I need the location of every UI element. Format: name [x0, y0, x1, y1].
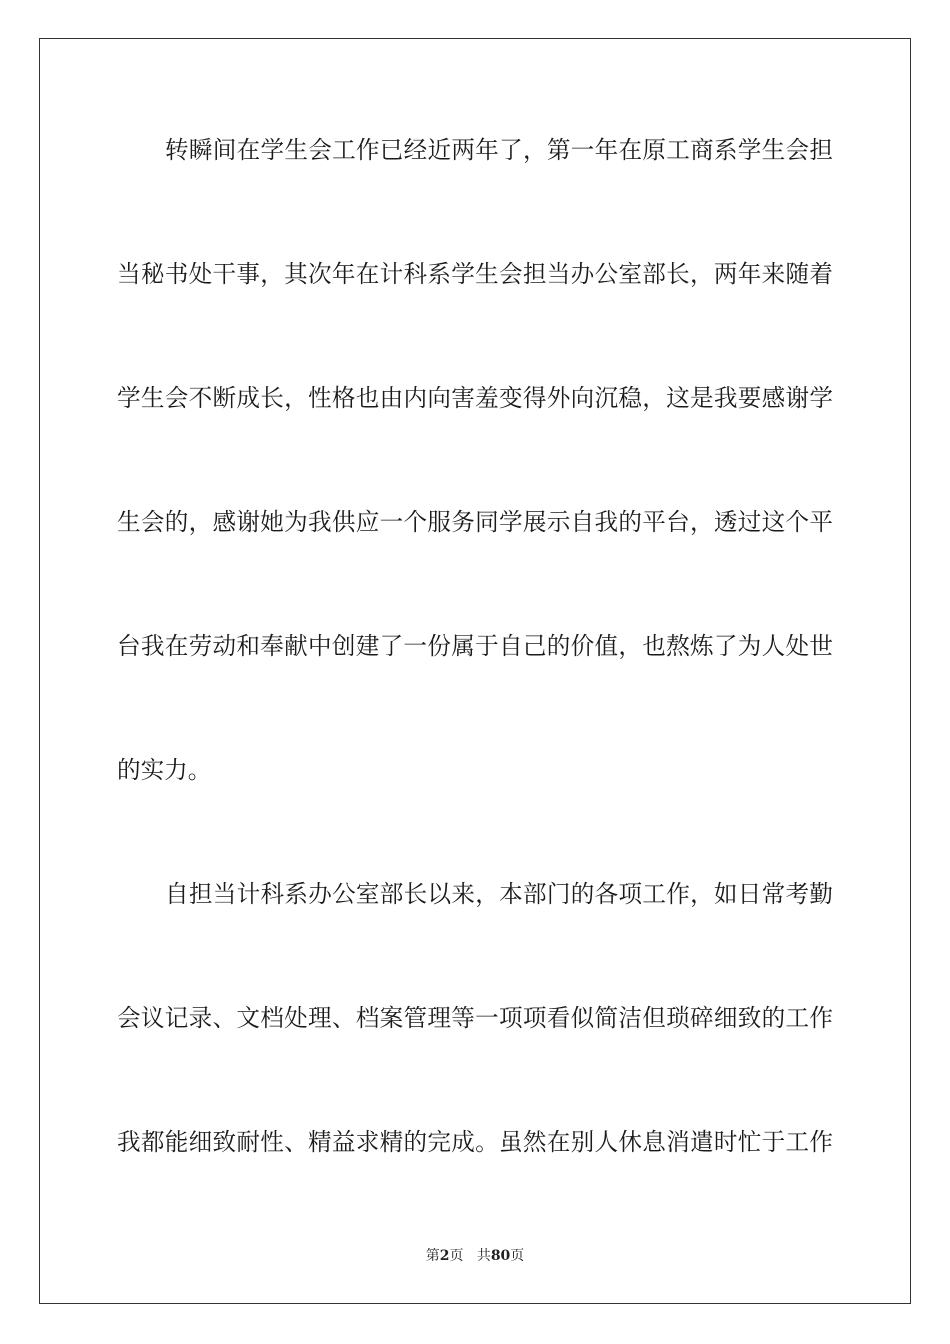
paragraph-1-line-6: 的实力。	[117, 756, 212, 784]
paragraph-1-line-3: 学生会不断成长，性格也由内向害羞变得外向沉稳，这是我要感谢学	[117, 384, 833, 412]
footer-total-prefix: 共	[476, 1248, 491, 1264]
footer-total-suffix: 页	[510, 1248, 525, 1264]
footer-total-pages: 80	[490, 1248, 511, 1264]
page-border	[39, 38, 911, 1304]
paragraph-2-line-1: 自担当计科系办公室部长以来，本部门的各项工作，如日常考勤	[165, 880, 833, 908]
footer-page-number: 2	[439, 1248, 450, 1264]
footer-page-suffix: 页	[449, 1248, 464, 1264]
paragraph-2-line-3: 我都能细致耐性、精益求精的完成。虽然在别人休息消遣时忙于工作	[117, 1128, 833, 1156]
paragraph-1-line-2: 当秘书处干事，其次年在计科系学生会担当办公室部长，两年来随着	[117, 260, 833, 288]
paragraph-1-line-5: 台我在劳动和奉献中创建了一份属于自己的价值，也熬炼了为人处世	[117, 632, 833, 660]
paragraph-1-line-4: 生会的，感谢她为我供应一个服务同学展示自我的平台，透过这个平	[117, 508, 833, 536]
paragraph-1-line-1: 转瞬间在学生会工作已经近两年了，第一年在原工商系学生会担	[165, 136, 833, 164]
paragraph-2-line-2: 会议记录、文档处理、档案管理等一项项看似简洁但琐碎细致的工作	[117, 1004, 833, 1032]
footer-page-prefix: 第	[425, 1248, 440, 1264]
page-footer	[0, 1247, 950, 1265]
